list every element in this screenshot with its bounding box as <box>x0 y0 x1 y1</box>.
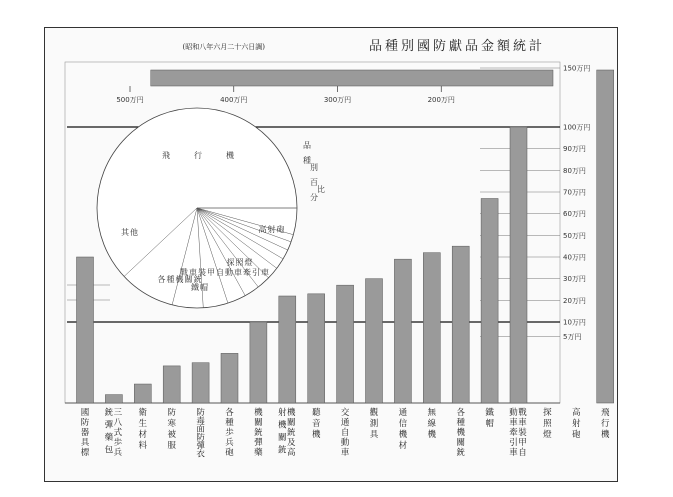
pie-label: 鐵帽 <box>191 283 209 292</box>
category-label: 機關銃及高 <box>287 408 296 458</box>
y-tick-label: 60万円 <box>563 210 586 219</box>
category-label: 銃彈藥包 <box>104 408 114 456</box>
pie-title: 比 <box>317 185 325 194</box>
bar <box>423 253 440 403</box>
bar <box>221 353 238 403</box>
category-label: 探照燈 <box>543 408 552 440</box>
category-label: 觀測具 <box>369 408 379 440</box>
category-label: 鐵帽 <box>485 408 494 429</box>
pie-label: 各種機關銃 <box>157 275 203 284</box>
bar <box>163 366 180 403</box>
y-tick-label: 40万円 <box>563 253 586 262</box>
category-label: 飛行機 <box>600 408 610 440</box>
bar <box>134 384 151 403</box>
bar <box>192 363 209 403</box>
category-label: 各種歩兵砲 <box>225 408 234 458</box>
bar <box>279 296 296 403</box>
y-tick-label: 50万円 <box>563 231 586 240</box>
category-label: 射機關銃 <box>278 408 287 456</box>
bar <box>105 395 122 403</box>
category-label: 各種機關銃 <box>456 408 465 458</box>
x-top-tick-label: 500万円 <box>116 96 144 104</box>
category-label: 通信機材 <box>398 408 408 451</box>
bar <box>452 246 469 403</box>
pie-label: 高射砲 <box>258 225 286 234</box>
y-tick-label: 90万円 <box>563 145 586 154</box>
bar <box>510 127 527 403</box>
category-label: 無線機 <box>427 408 437 440</box>
category-label: 國防器具標 <box>80 408 90 458</box>
bar <box>366 279 383 403</box>
pie-label: 其他 <box>121 228 139 237</box>
bar <box>394 259 411 403</box>
y-tick-label: 100万円 <box>563 123 591 132</box>
pie-chart <box>97 108 325 308</box>
category-label: 戰車裝甲自 <box>518 408 527 458</box>
bar <box>250 322 267 403</box>
bar <box>77 257 94 403</box>
pie-label: 飛行機 <box>162 151 258 160</box>
y-tick-label: 80万円 <box>563 166 586 175</box>
bar <box>308 294 325 403</box>
category-label: 衛生材料 <box>138 408 148 451</box>
category-label: 高射砲 <box>572 408 581 440</box>
category-label: 動車牽引車 <box>509 408 518 458</box>
pie-label: 探照燈 <box>226 258 254 267</box>
category-label: 三八式歩兵 <box>113 408 123 458</box>
category-label: 防寒被服 <box>167 408 176 451</box>
pie-title: 別百分 <box>310 163 318 202</box>
y-tick-label: 70万円 <box>563 188 586 197</box>
bar-top-horizontal <box>151 70 553 86</box>
y-tick-label: 20万円 <box>563 296 586 305</box>
category-label: 防毒面防彈衣 <box>196 408 205 460</box>
y-tick-label: 150万円 <box>563 64 591 73</box>
bar <box>481 199 498 404</box>
pie-title: 品種 <box>303 141 311 165</box>
pie-label: 戰車裝甲自動車牽引車 <box>180 268 270 277</box>
bar <box>597 70 614 403</box>
y-tick-label: 10万円 <box>563 318 586 327</box>
bar <box>337 285 354 403</box>
category-label: 機關銃彈藥 <box>254 408 263 458</box>
category-label: 交通自動車 <box>340 408 350 458</box>
x-top-tick-label: 400万円 <box>220 96 248 104</box>
chart-title: 品種別國防獻品金額統計 <box>368 39 545 54</box>
y-tick-label: 30万円 <box>563 275 586 284</box>
y-tick-label: 5万円 <box>563 332 582 341</box>
x-top-tick-label: 200万円 <box>427 96 455 104</box>
chart-subtitle: (昭和八年六月二十六日調) <box>182 43 265 51</box>
x-top-tick-label: 300万円 <box>323 96 352 104</box>
category-label: 聽音機 <box>311 408 321 440</box>
